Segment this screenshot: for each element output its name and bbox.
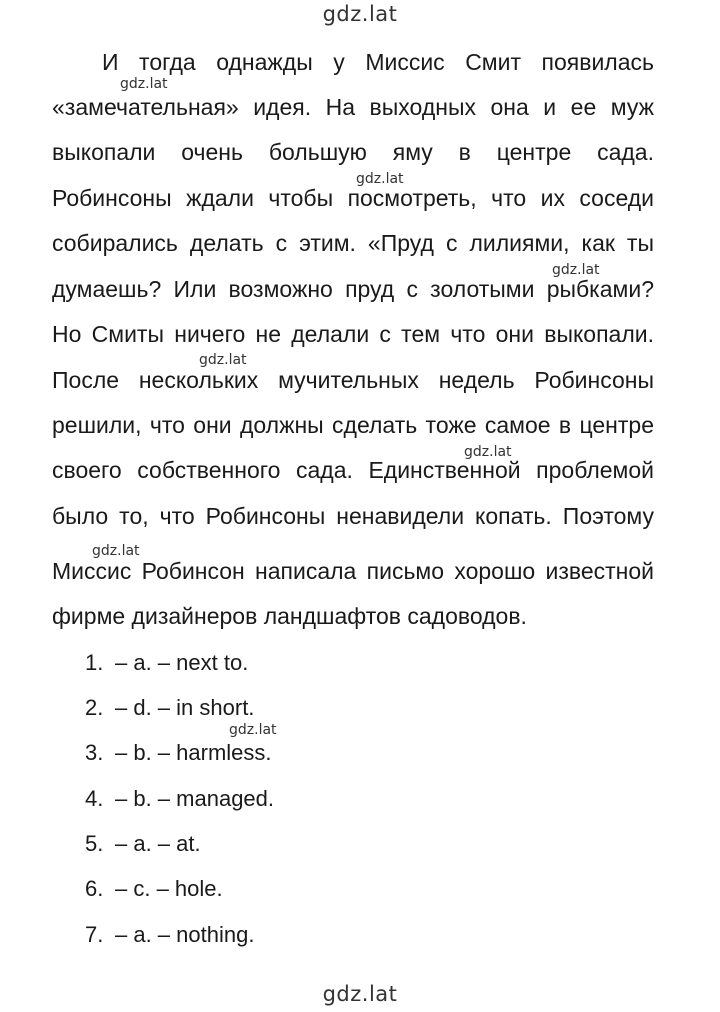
paragraph-line: было то, что Робинсоны ненавидели копать. Поэтому bbox=[52, 503, 654, 529]
paragraph-line: собирались делать с этим. «Пруд с лилиями, как ты bbox=[52, 230, 654, 256]
watermark-inline: gdz.lat bbox=[356, 171, 404, 187]
list-item bbox=[85, 688, 254, 728]
list-item bbox=[85, 824, 201, 864]
paragraph-line: решили, что они должны сделать тоже самое в центре bbox=[52, 412, 654, 438]
watermark-inline: gdz.lat bbox=[229, 722, 277, 738]
paragraph-line: думаешь? Или возможно пруд с золотыми рыбками? bbox=[52, 276, 654, 302]
watermark-top: gdz.lat bbox=[322, 2, 398, 26]
list-item bbox=[85, 643, 248, 683]
item-number: 5. bbox=[85, 831, 104, 856]
item-number: 7. bbox=[85, 922, 104, 947]
paragraph-line: Робинсоны ждали чтобы посмотреть, что их соседи bbox=[52, 185, 654, 211]
watermark-bottom: gdz.lat bbox=[322, 982, 398, 1006]
list-item bbox=[85, 779, 274, 819]
item-number: 1. bbox=[85, 650, 104, 675]
watermark-inline: gdz.lat bbox=[199, 352, 247, 368]
item-number: 4. bbox=[85, 786, 104, 811]
paragraph-line: выкопали очень большую яму в центре сада. bbox=[52, 139, 654, 165]
item-text: – d. – in short. bbox=[115, 695, 255, 720]
paragraph-line: «замечательная» идея. На выходных она и ее муж bbox=[52, 94, 654, 120]
item-text: – b. – managed. bbox=[115, 786, 275, 811]
watermark-inline: gdz.lat bbox=[92, 543, 140, 559]
watermark-inline: gdz.lat bbox=[120, 76, 168, 92]
list-item bbox=[85, 733, 272, 773]
paragraph-line: Но Смиты ничего не делали с тем что они выкопали. bbox=[52, 321, 654, 347]
item-text: – a. – next to. bbox=[115, 650, 249, 675]
item-text: – a. – at. bbox=[115, 831, 201, 856]
list-item bbox=[85, 869, 223, 909]
list-item bbox=[85, 915, 254, 955]
paragraph-line: И тогда однажды у Миссис Смит появилась bbox=[102, 49, 654, 75]
paragraph-line: фирме дизайнеров ландшафтов садоводов. bbox=[52, 603, 527, 629]
item-number: 2. bbox=[85, 695, 104, 720]
paragraph-line: Миссис Робинсон написала письмо хорошо известной bbox=[52, 558, 654, 584]
item-text: – b. – harmless. bbox=[115, 740, 272, 765]
item-text: – a. – nothing. bbox=[115, 922, 255, 947]
item-text: – c. – hole. bbox=[115, 876, 223, 901]
watermark-inline: gdz.lat bbox=[464, 444, 512, 460]
item-number: 3. bbox=[85, 740, 104, 765]
watermark-inline: gdz.lat bbox=[552, 262, 600, 278]
paragraph-line: После нескольких мучительных недель Робинсоны bbox=[52, 367, 654, 393]
paragraph-line: своего собственного сада. Единственной проблемой bbox=[52, 457, 654, 483]
item-number: 6. bbox=[85, 876, 104, 901]
